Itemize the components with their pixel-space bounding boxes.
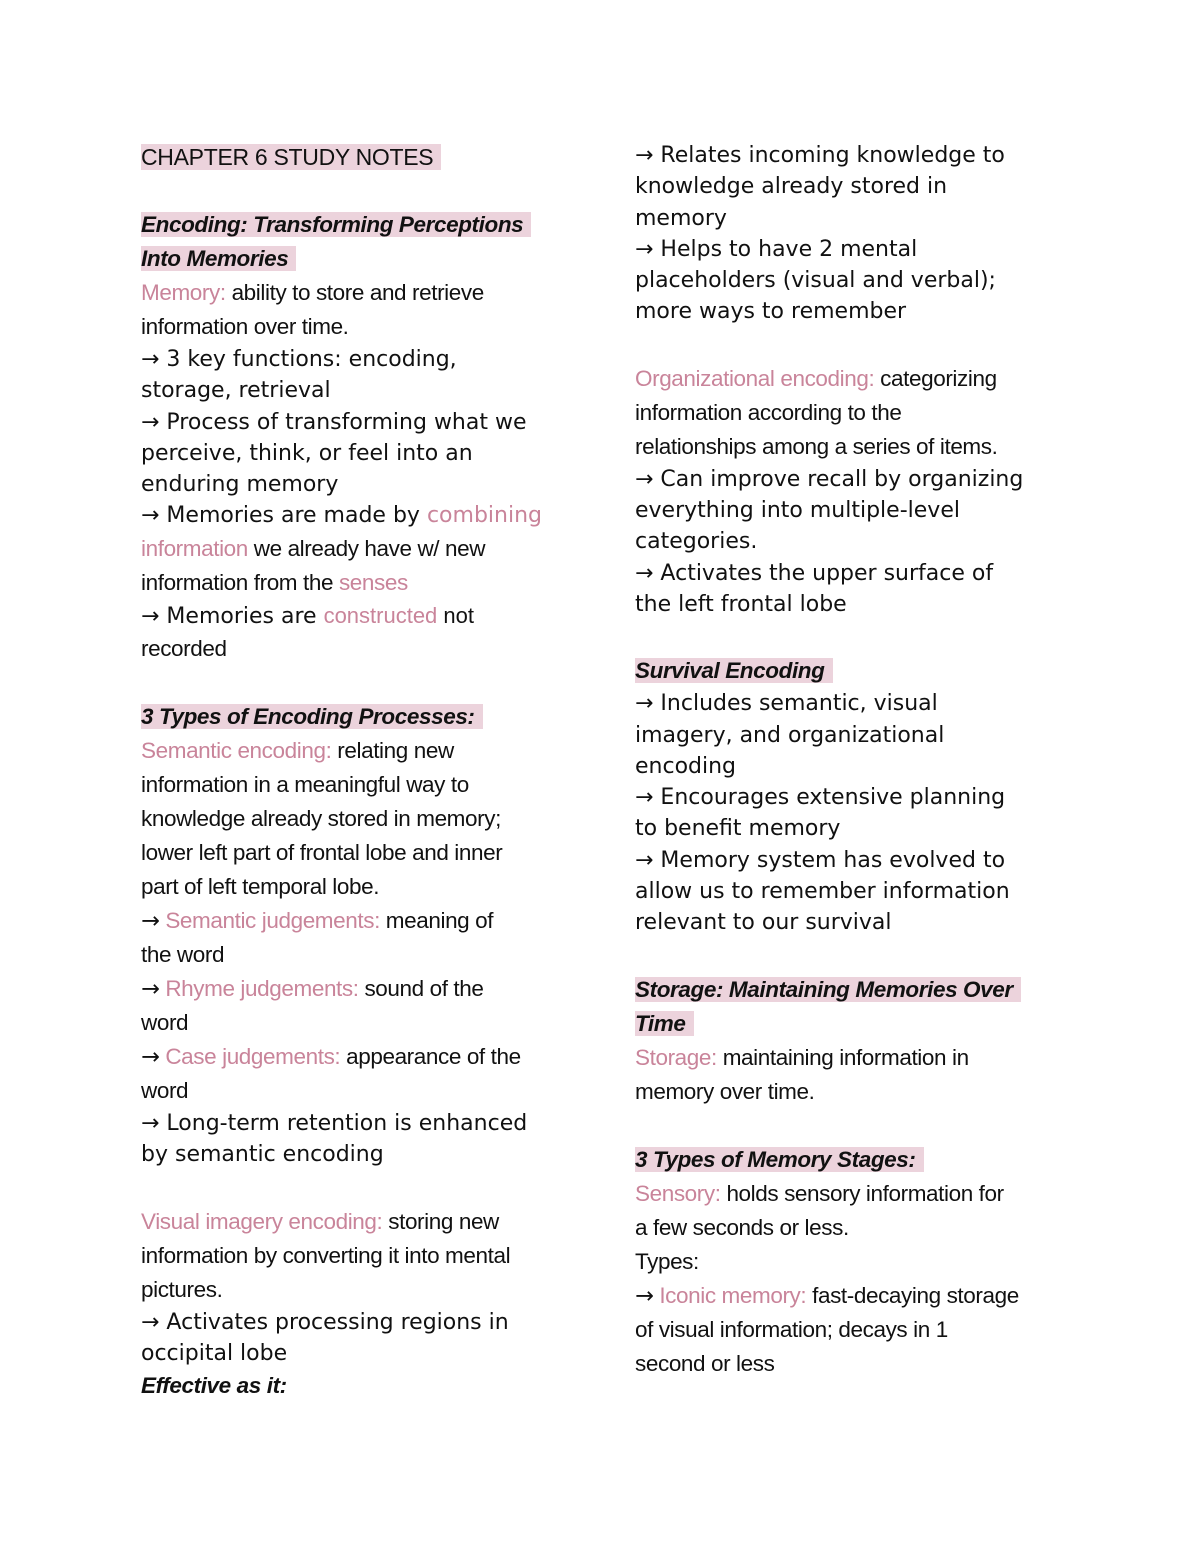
storage-heading-line-2: Time <box>635 1007 1067 1041</box>
types-encoding-heading-line <box>141 700 573 734</box>
semantic-judgements-line-1: → Semantic judgements: meaning of <box>141 908 494 935</box>
made-by-line-2: information we already have w/ new <box>141 535 486 561</box>
survival-heading-line <box>635 654 1067 688</box>
semantic-line-1: Semantic encoding: relating new <box>141 738 454 764</box>
types-encoding-heading: 3 Types of Encoding Processes: <box>141 704 483 729</box>
process-line-1: → Process of transforming what we <box>141 409 527 435</box>
arrow-icon: → <box>635 1282 654 1309</box>
made-by-line-1: → Memories are made by combining <box>141 503 542 529</box>
made-by-line-3: information from the senses <box>141 569 408 595</box>
includes-line-1: → Includes semantic, visual <box>635 691 938 717</box>
process-line-2: perceive, think, or feel into an <box>141 440 473 466</box>
storage-line-2: memory over time. <box>635 1078 815 1104</box>
relates-line-2: knowledge already stored in <box>635 174 948 200</box>
sensory-line-1: Sensory: holds sensory information for <box>635 1180 1004 1206</box>
semantic-line-5: part of left temporal lobe. <box>141 874 380 900</box>
long-term-line-2: by semantic encoding <box>141 1142 384 1168</box>
iconic-line-3: second or less <box>635 1350 775 1376</box>
rhyme-judgements-line-2: word <box>141 1010 189 1036</box>
stages-heading-line <box>635 1143 1067 1177</box>
arrow-icon: → <box>141 976 160 1003</box>
helps-line-1: → Helps to have 2 mental <box>635 236 918 262</box>
encourages-line-1: → Encourages extensive planning <box>635 785 1006 811</box>
long-term-line-1: → Long-term retention is enhanced <box>141 1111 528 1137</box>
visual-line-1: Visual imagery encoding: storing new <box>141 1208 499 1234</box>
memory-system-line-3: relevant to our survival <box>635 910 892 936</box>
arrow-icon: → <box>141 1309 160 1335</box>
case-judgements-line-1: → Case judgements: appearance of the <box>141 1044 521 1071</box>
rhyme-judgements-line-1: → Rhyme judgements: sound of the <box>141 976 484 1003</box>
storage-line-1: Storage: maintaining information in <box>635 1044 969 1070</box>
activates-occipital-line-1: → Activates processing regions in <box>141 1309 509 1335</box>
case-judgements-line-2: word <box>141 1078 189 1104</box>
arrow-icon: → <box>635 785 654 811</box>
constructed-line-1: → Memories are constructed not <box>141 602 474 629</box>
memory-definition-line-1: Memory: ability to store and retrieve <box>141 280 484 305</box>
organizational-line-3: relationships among a series of items. <box>635 433 998 459</box>
arrow-icon: → <box>141 1111 160 1137</box>
constructed-line-2: recorded <box>141 636 227 662</box>
arrow-icon: → <box>635 236 654 262</box>
memory-term: Memory: <box>141 280 226 305</box>
can-improve-line-2: everything into multiple-level <box>635 498 960 524</box>
helps-line-3: more ways to remember <box>635 299 907 325</box>
organizational-line-1: Organizational encoding: categorizing <box>635 365 997 391</box>
storage-heading-line-1: Storage: Maintaining Memories Over <box>635 973 1067 1007</box>
arrow-icon: → <box>141 1044 160 1071</box>
arrow-icon: → <box>635 143 654 168</box>
visual-line-2: information by converting it into mental <box>141 1242 511 1268</box>
arrow-icon: → <box>141 603 160 629</box>
arrow-icon: → <box>635 847 654 873</box>
chapter-title-line <box>141 140 573 174</box>
encoding-heading-line-2: Into Memories <box>141 242 573 276</box>
visual-line-3: pictures. <box>141 1276 223 1302</box>
arrow-icon: → <box>635 466 654 492</box>
relates-line-1: → Relates incoming knowledge to <box>635 143 1005 168</box>
arrow-icon: → <box>141 347 160 372</box>
key-functions-line-1: → 3 key functions: encoding, <box>141 347 457 372</box>
stages-heading: 3 Types of Memory Stages: <box>635 1147 924 1172</box>
arrow-icon: → <box>635 691 654 717</box>
arrow-icon: → <box>141 409 160 435</box>
semantic-line-4: lower left part of frontal lobe and inner <box>141 840 503 866</box>
memory-system-line-2: allow us to remember information <box>635 879 1010 905</box>
helps-line-2: placeholders (visual and verbal); <box>635 268 996 294</box>
right-column <box>635 140 1067 1381</box>
activates-upper-line-2: the left frontal lobe <box>635 591 847 617</box>
can-improve-line-1: → Can improve recall by organizing <box>635 466 1024 492</box>
memory-definition-line-2: information over time. <box>141 314 349 339</box>
relates-line-3: memory <box>635 205 727 231</box>
arrow-icon: → <box>141 503 160 529</box>
semantic-line-3: knowledge already stored in memory; <box>141 806 501 832</box>
activates-occipital-line-2: occipital lobe <box>141 1340 288 1366</box>
iconic-line-1: → Iconic memory: fast-decaying storage <box>635 1282 1019 1309</box>
chapter-title: CHAPTER 6 STUDY NOTES <box>141 144 441 170</box>
arrow-icon: → <box>141 908 160 935</box>
semantic-judgements-line-2: the word <box>141 942 225 968</box>
types-label: Types: <box>635 1248 699 1274</box>
encoding-heading-line-1: Encoding: Transforming Perceptions <box>141 208 573 242</box>
memory-system-line-1: → Memory system has evolved to <box>635 847 1006 873</box>
arrow-icon: → <box>635 560 654 586</box>
activates-upper-line-1: → Activates the upper surface of <box>635 560 994 586</box>
process-line-3: enduring memory <box>141 472 339 498</box>
left-column <box>141 140 573 1403</box>
encourages-line-2: to benefit memory <box>635 816 841 842</box>
includes-line-3: encoding <box>635 753 737 779</box>
sensory-line-2: a few seconds or less. <box>635 1214 849 1240</box>
can-improve-line-3: categories. <box>635 529 758 555</box>
includes-line-2: imagery, and organizational <box>635 722 945 748</box>
iconic-line-2: of visual information; decays in 1 <box>635 1316 948 1342</box>
organizational-line-2: information according to the <box>635 399 902 425</box>
semantic-line-2: information in a meaningful way to <box>141 772 469 798</box>
effective-heading: Effective as it: <box>141 1373 287 1399</box>
survival-heading: Survival Encoding <box>635 658 833 683</box>
key-functions-line-2: storage, retrieval <box>141 378 331 404</box>
